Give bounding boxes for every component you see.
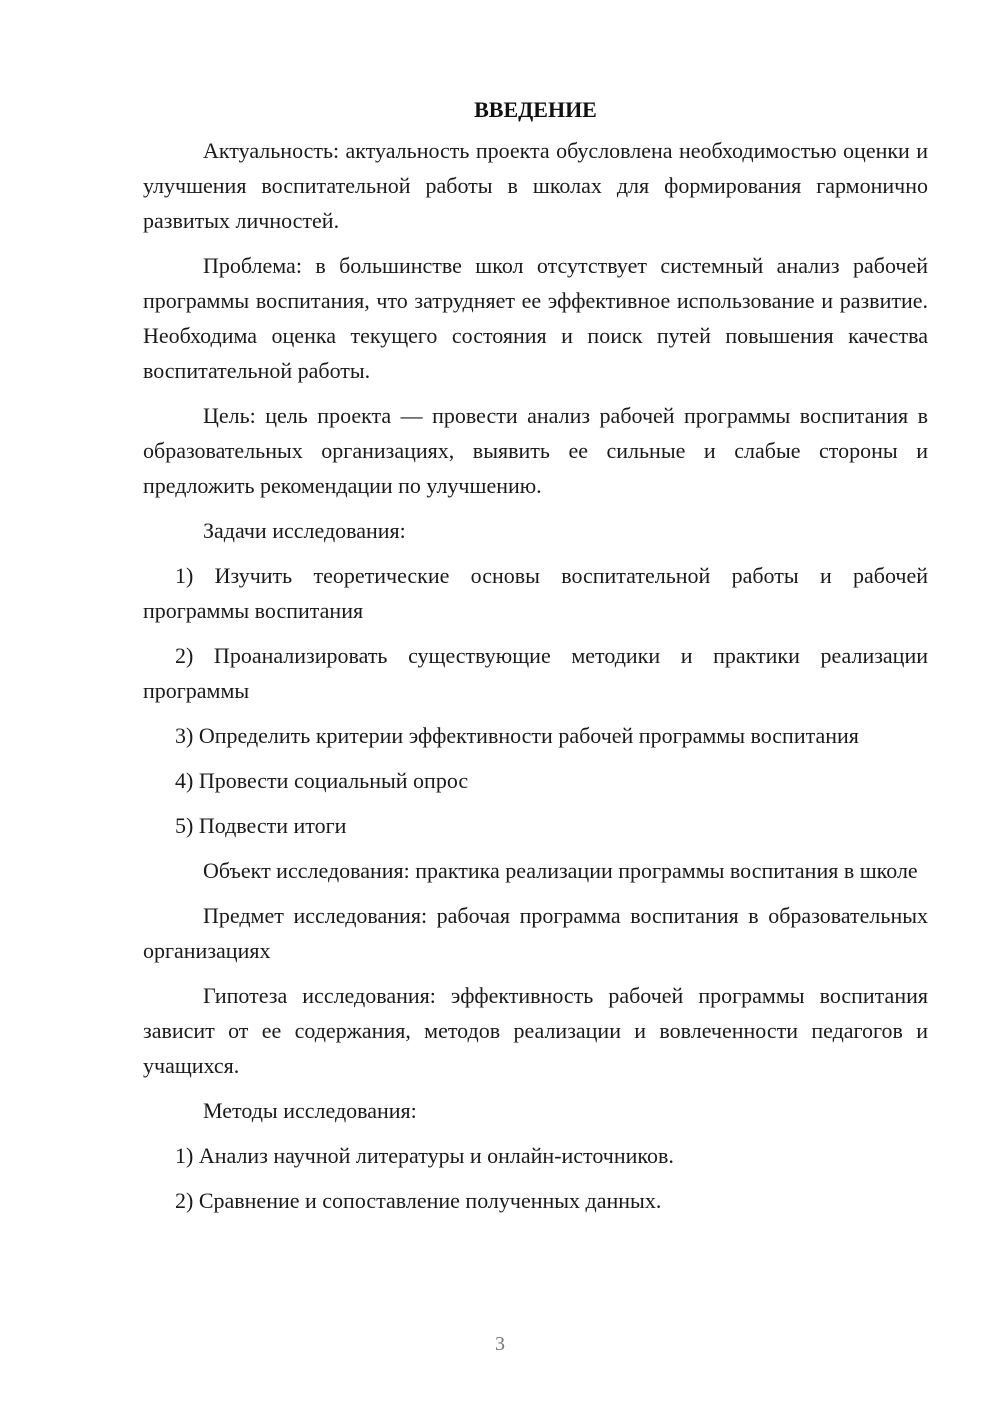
page-title: ВВЕДЕНИЕ (474, 97, 597, 122)
object-paragraph: Объект исследования: практика реализации программы воспитания в школе (203, 858, 918, 883)
goal-paragraph: Цель: цель проекта — провести анализ рабочей программы воспитания в образовательных организациях, выявить ее сильные и слабые стороны и предложить рекомендации по улучшению. (143, 403, 928, 498)
subject-paragraph: Предмет исследования: рабочая программа воспитания в образовательных организациях (143, 903, 928, 963)
method-item-2: 2) Сравнение и сопоставление полученных данных. (175, 1188, 662, 1213)
task-item-4: 4) Провести социальный опрос (175, 768, 469, 793)
relevance-paragraph: Актуальность: актуальность проекта обусловлена необходимостью оценки и улучшения воспитательной работы в школах для формирования гармонично развитых личностей. (143, 138, 928, 233)
problem-paragraph: Проблема: в большинстве школ отсутствует системный анализ рабочей программы воспитания, что затрудняет ее эффективное использование и развитие. Необходима оценка текущего состояния и поиск путей повышения качества воспитательной работы. (143, 253, 928, 383)
document-page (143, 92, 928, 1228)
task-item-3: 3) Определить критерии эффективности рабочей программы воспитания (175, 723, 859, 748)
tasks-heading: Задачи исследования: (203, 518, 406, 543)
task-item-2: 2) Проанализировать существующие методики и практики реализации программы (143, 643, 928, 703)
hypothesis-paragraph: Гипотеза исследования: эффективность рабочей программы воспитания зависит от ее содержания, методов реализации и вовлеченности педагогов и учащихся. (143, 983, 928, 1078)
page-number: 3 (495, 1333, 505, 1355)
method-item-1: 1) Анализ научной литературы и онлайн-источников. (175, 1143, 674, 1168)
task-item-5: 5) Подвести итоги (175, 813, 347, 838)
methods-heading: Методы исследования: (203, 1098, 417, 1123)
task-item-1: 1) Изучить теоретические основы воспитательной работы и рабочей программы воспитания (143, 563, 928, 623)
